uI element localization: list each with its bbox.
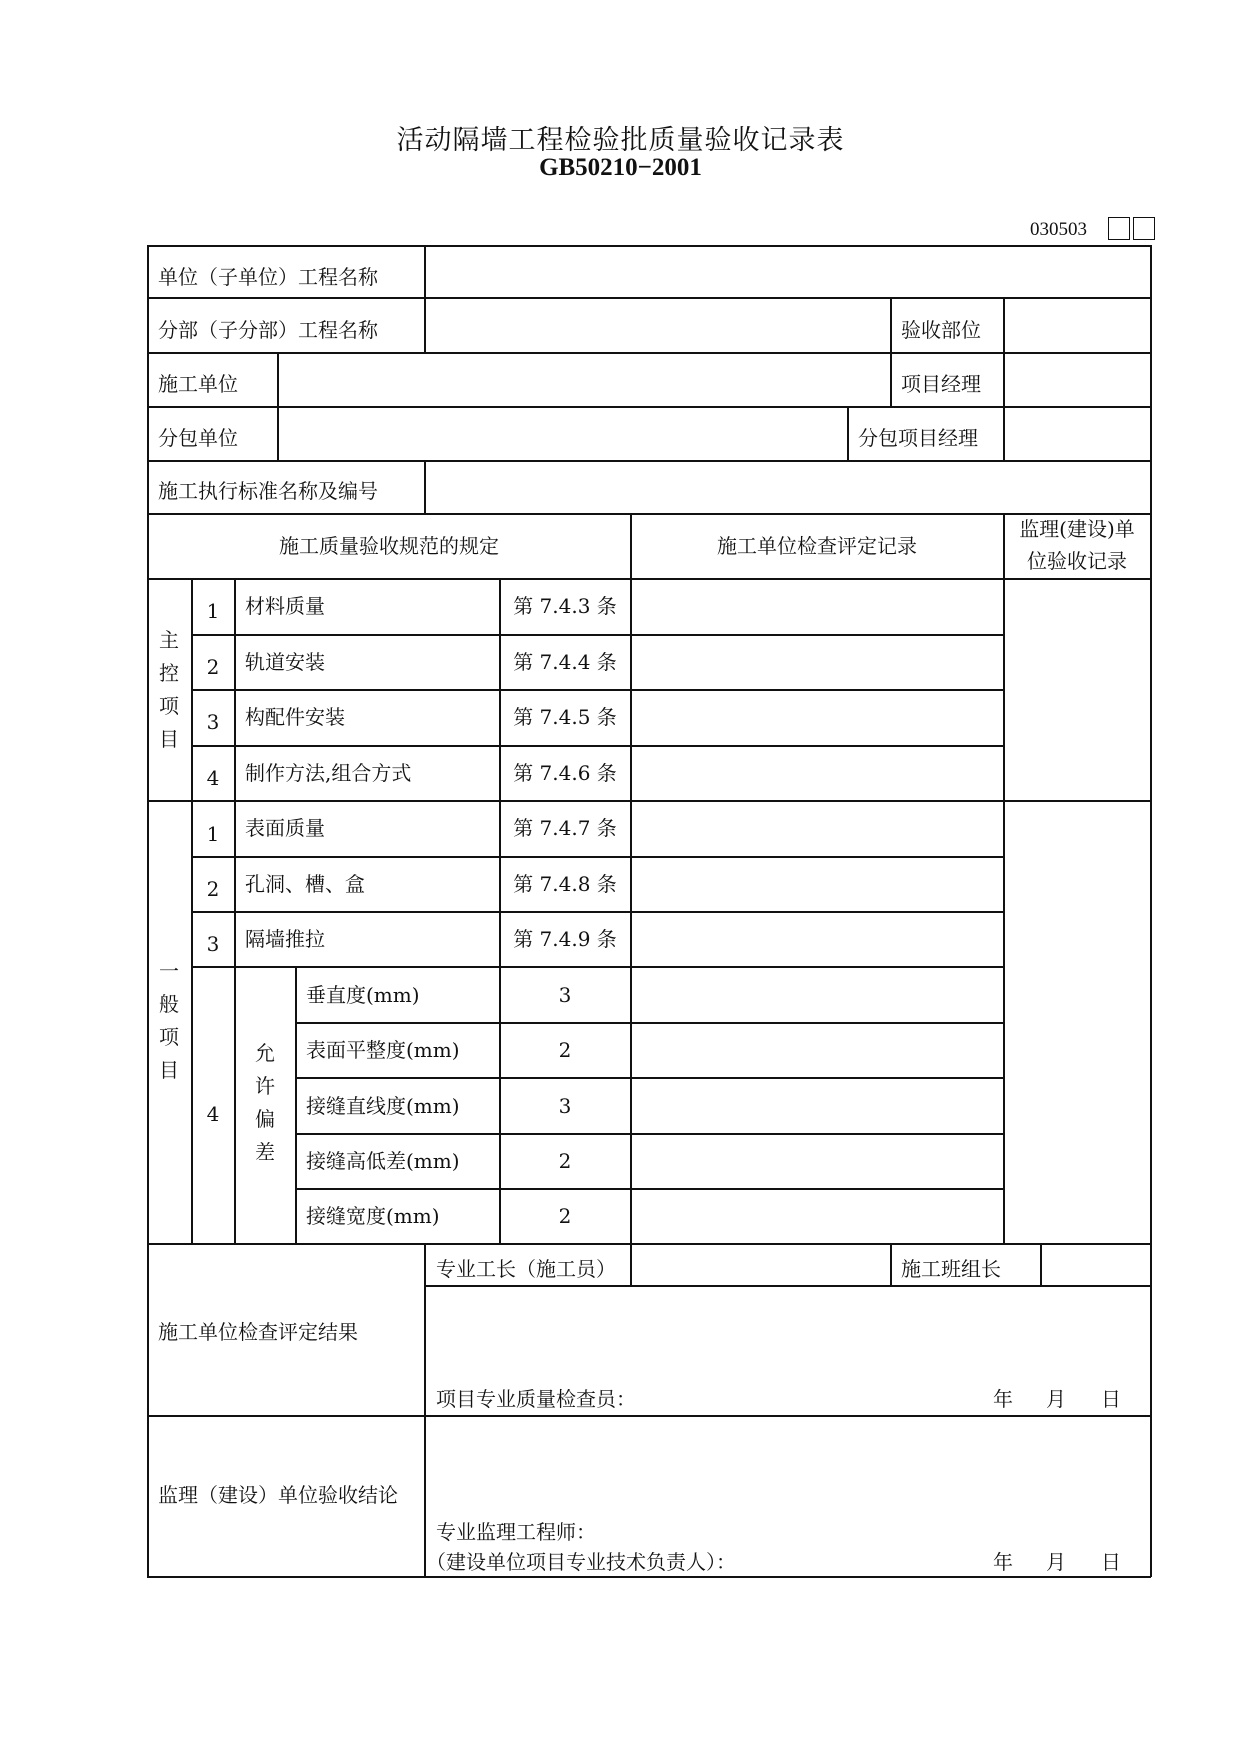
general-item-clause: 第 7.4.7 条 — [513, 816, 617, 840]
subcontract-unit-label: 分包单位 — [158, 426, 238, 450]
deviation-name: 垂直度(mm) — [306, 983, 420, 1007]
main-item-clause: 第 7.4.4 条 — [513, 650, 617, 674]
general-items-group-label: 一 般 项 目 — [159, 959, 179, 1082]
deviation-name: 表面平整度(mm) — [306, 1038, 460, 1062]
main-item-no: 4 — [206, 766, 220, 790]
general-item-name: 表面质量 — [245, 816, 325, 840]
main-item-name: 材料质量 — [245, 594, 325, 618]
general-item-no: 3 — [206, 932, 220, 956]
check-record-column-header: 施工单位检查评定记录 — [717, 534, 917, 558]
construction-unit-label: 施工单位 — [158, 372, 238, 396]
main-item-no: 3 — [206, 710, 220, 734]
general-item-no: 1 — [206, 822, 220, 846]
main-item-name: 构配件安装 — [245, 705, 345, 729]
deviation-value: 3 — [558, 1094, 572, 1118]
result-year-label: 年 — [993, 1387, 1013, 1411]
conclusion-month-label: 月 — [1046, 1550, 1066, 1574]
standard-subtitle: GB50210−2001 — [539, 154, 702, 181]
spec-column-header: 施工质量验收规范的规定 — [279, 534, 499, 558]
deviation-value: 2 — [558, 1038, 572, 1062]
project-manager-label: 项目经理 — [901, 372, 981, 396]
form-code: 030503 — [1030, 219, 1087, 240]
sub-project-name-label: 分部（子分部）工程名称 — [158, 318, 378, 342]
main-item-name: 制作方法,组合方式 — [245, 761, 412, 785]
deviation-name: 接缝直线度(mm) — [306, 1094, 460, 1118]
team-leader-label: 施工班组长 — [901, 1257, 1001, 1281]
conclusion-year-label: 年 — [993, 1550, 1013, 1574]
general-item-no: 2 — [206, 877, 220, 901]
general-item-clause: 第 7.4.8 条 — [513, 872, 617, 896]
subcontract-manager-label: 分包项目经理 — [858, 426, 978, 450]
supervision-column-header-line2: 位验收记录 — [1027, 549, 1127, 573]
result-month-label: 月 — [1046, 1387, 1066, 1411]
main-item-clause: 第 7.4.6 条 — [513, 761, 617, 785]
main-item-no: 2 — [206, 655, 220, 679]
result-day-label: 日 — [1101, 1387, 1121, 1411]
result-label: 施工单位检查评定结果 — [158, 1320, 358, 1344]
main-item-name: 轨道安装 — [245, 650, 325, 674]
tech-lead-label: （建设单位项目专业技术负责人）： — [426, 1550, 736, 1574]
deviation-name: 接缝宽度(mm) — [306, 1204, 440, 1228]
foreman-label: 专业工长（施工员） — [436, 1257, 616, 1281]
main-items-group-label: 主 控 项 目 — [159, 628, 179, 751]
deviation-value: 2 — [558, 1149, 572, 1173]
general-item-name: 孔洞、槽、盒 — [245, 872, 365, 896]
conclusion-label: 监理（建设）单位验收结论 — [158, 1483, 398, 1507]
deviation-item-no: 4 — [206, 1102, 220, 1126]
main-item-clause: 第 7.4.5 条 — [513, 705, 617, 729]
deviation-name: 接缝高低差(mm) — [306, 1149, 460, 1173]
page-title: 活动隔墙工程检验批质量验收记录表 — [396, 125, 845, 156]
general-item-name: 隔墙推拉 — [245, 927, 325, 951]
engineer-label: 专业监理工程师： — [436, 1520, 596, 1544]
deviation-group-label: 允 许 偏 差 — [255, 1041, 275, 1164]
main-item-clause: 第 7.4.3 条 — [513, 594, 617, 618]
deviation-value: 3 — [558, 983, 572, 1007]
general-item-clause: 第 7.4.9 条 — [513, 927, 617, 951]
supervision-column-header-line1: 监理(建设)单 — [1019, 517, 1135, 541]
main-item-no: 1 — [206, 599, 220, 623]
unit-project-name-label: 单位（子单位）工程名称 — [158, 265, 378, 289]
standard-name-label: 施工执行标准名称及编号 — [158, 479, 378, 503]
deviation-value: 2 — [558, 1204, 572, 1228]
conclusion-day-label: 日 — [1101, 1550, 1121, 1574]
acceptance-part-label: 验收部位 — [901, 318, 981, 342]
inspector-label: 项目专业质量检查员： — [436, 1387, 636, 1411]
